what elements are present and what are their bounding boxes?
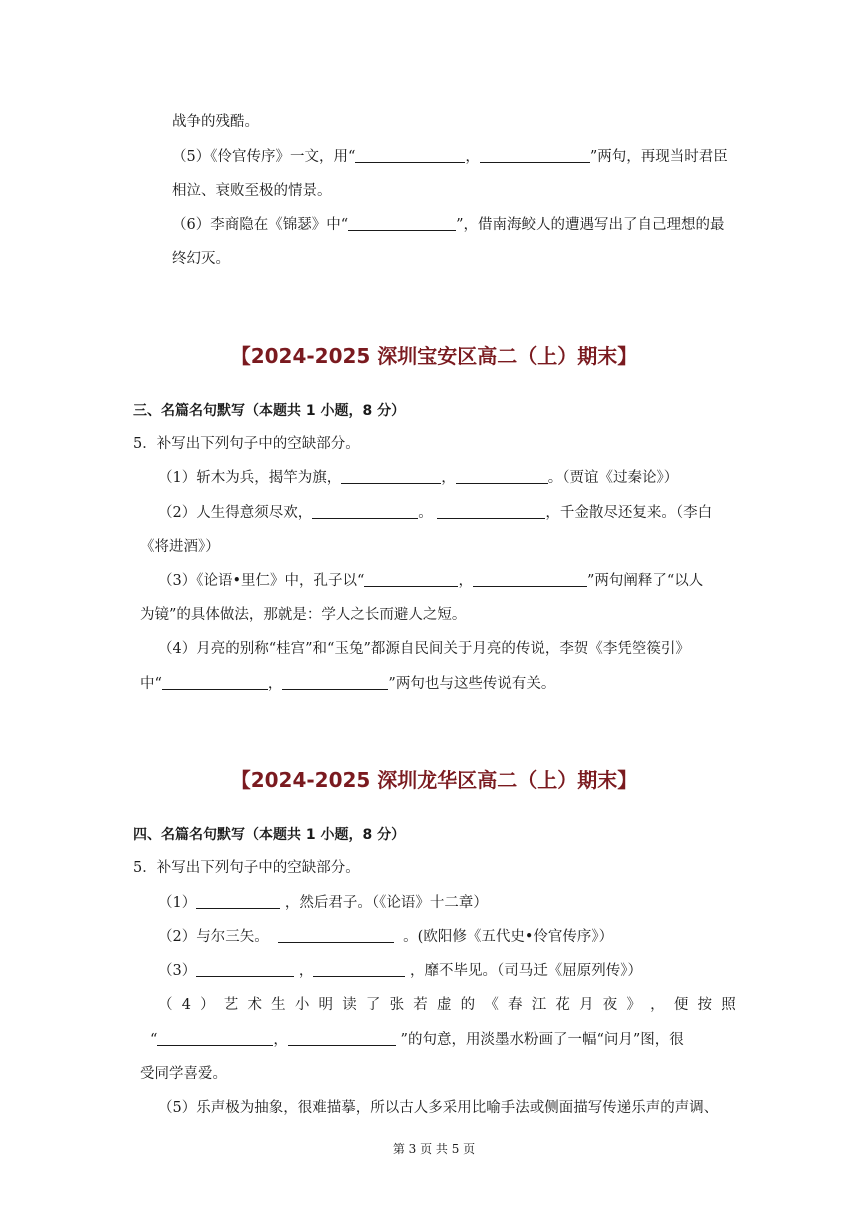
text-char: 照 (721, 997, 736, 1013)
question-5 (158, 1098, 718, 1118)
text-char: 按 (697, 997, 713, 1013)
text-line (140, 1064, 227, 1084)
answer-blank[interactable] (162, 674, 268, 690)
text-char: 月 (579, 997, 594, 1013)
question-1 (158, 468, 678, 488)
text-line (172, 181, 332, 201)
text-char: 读 (342, 997, 357, 1013)
text-char: 生 (271, 997, 286, 1013)
text: 终幻灭。 (172, 251, 230, 267)
text-line (172, 249, 230, 269)
answer-blank[interactable] (364, 571, 458, 587)
question-stem: 5．补写出下列句子中的空缺部分。 (133, 860, 360, 876)
text-char: （ (158, 997, 173, 1013)
text: 战争的残酷。 (172, 114, 259, 130)
text: （5）《伶官传序》一文，用“ (172, 149, 356, 165)
text-char: 》 (626, 997, 641, 1013)
text-char: 夜 (602, 997, 618, 1013)
question-6 (172, 215, 725, 235)
text: （4）月亮的别称“桂宫”和“玉兔”都源自民间关于月亮的传说，李贺《李凭箜篌引》 (158, 641, 690, 657)
text: ， (267, 676, 283, 692)
text-char: 虚 (436, 997, 452, 1013)
text-char: 术 (247, 997, 262, 1013)
text: 《将进酒》） (140, 539, 220, 555)
text: ，靡不毕见。（司马迁《屈原列传》） (409, 963, 642, 979)
text-line (140, 537, 220, 557)
section-heading: 四、名篇名句默写（本题共 1 小题，8 分） (133, 827, 406, 843)
question-2 (158, 503, 712, 523)
text: 为镜”的具体做法，那就是：学人之长而避人之短。 (140, 607, 467, 623)
answer-blank[interactable] (473, 571, 587, 587)
text-char: 便 (673, 997, 689, 1013)
answer-blank[interactable] (196, 961, 294, 977)
page-footer: 第 3 页 共 5 页 (392, 1142, 476, 1156)
text: （5）乐声极为抽象，很难描摹，所以古人多采用比喻手法或侧面描写传递乐声的声调、 (158, 1100, 719, 1116)
answer-blank[interactable] (196, 893, 280, 909)
text: （2）人生得意须尽欢， (158, 505, 313, 521)
text: “ (150, 1032, 158, 1048)
section-title: 【2024-2025 深圳宝安区高二（上）期末】 (230, 344, 638, 368)
answer-blank[interactable] (341, 468, 441, 484)
text: 中“ (140, 676, 162, 692)
text: （3） (158, 963, 197, 979)
text-char: 艺 (223, 997, 239, 1013)
text: （3）《论语•里仁》中，孔子以“ (158, 573, 365, 589)
text: 受同学喜爱。 (140, 1066, 227, 1082)
text: ”两句阐释了“以人 (586, 573, 704, 589)
answer-blank[interactable] (348, 215, 456, 231)
answer-blank[interactable] (456, 468, 548, 484)
question-4-cont (140, 674, 555, 694)
answer-blank[interactable] (480, 147, 590, 163)
text-char: 明 (318, 997, 334, 1013)
text-line (140, 605, 466, 625)
text: ，然后君子。（《论语》十二章） (284, 895, 488, 911)
text: ”的句意，用淡墨水粉画了一幅“问月”图，很 (400, 1032, 684, 1048)
text-char: ， (650, 997, 665, 1013)
answer-blank[interactable] (437, 503, 545, 519)
answer-blank[interactable] (282, 674, 388, 690)
section-heading: 三、名篇名句默写（本题共 1 小题，8 分） (133, 403, 406, 419)
text: ， (273, 1032, 288, 1048)
text: 。（贾谊《过秦论》） (547, 470, 679, 486)
text-char: 4 (181, 997, 191, 1013)
text-char: ） (200, 997, 215, 1013)
text: ， (441, 470, 456, 486)
text: ，千金散尽还复来。（李白 (545, 505, 713, 521)
text: （6）李商隐在《锦瑟》中“ (172, 217, 349, 233)
text: ， (298, 963, 314, 979)
text: ， (465, 149, 480, 165)
text: （2）与尔三矢。 (158, 929, 269, 945)
answer-blank[interactable] (312, 503, 418, 519)
text: （1）斩木为兵，揭竿为旗， (158, 470, 342, 486)
answer-blank[interactable] (355, 147, 465, 163)
text: 相泣、衰败至极的情景。 (172, 183, 332, 199)
answer-blank[interactable] (278, 927, 394, 943)
text-char: 了 (365, 997, 381, 1013)
text: （1） (158, 895, 197, 911)
text: ”，借南海鲛人的遭遇写出了自己理想的最 (456, 217, 725, 233)
text-char: 江 (531, 997, 547, 1013)
text-char: 的 (460, 997, 476, 1013)
answer-blank[interactable] (288, 1030, 396, 1046)
text: ”两句也与这些传说有关。 (388, 676, 556, 692)
text-char: 张 (389, 997, 405, 1013)
text-char: 花 (555, 997, 570, 1013)
question-4-justified-line (158, 995, 736, 1015)
text-char: 小 (294, 997, 310, 1013)
question-3 (158, 961, 642, 981)
answer-blank[interactable] (157, 1030, 273, 1046)
question-2 (158, 927, 613, 947)
answer-blank[interactable] (313, 961, 405, 977)
text-char: 《 (484, 997, 499, 1013)
text: ”两句，再现当时君臣 (589, 149, 728, 165)
question-4 (158, 639, 690, 659)
question-4-cont (150, 1030, 684, 1050)
text-char: 春 (508, 997, 523, 1013)
question-1 (158, 893, 488, 913)
text-char: 若 (413, 997, 428, 1013)
question-3 (158, 571, 703, 591)
text: 。(欧阳修《五代史•伶官传序》） (403, 929, 614, 945)
question-stem: 5．补写出下列句子中的空缺部分。 (133, 436, 360, 452)
question-5 (172, 147, 728, 167)
text: 。 (418, 505, 433, 521)
section-title: 【2024-2025 深圳龙华区高二（上）期末】 (230, 768, 638, 792)
text-line (172, 112, 259, 132)
text: ， (458, 573, 473, 589)
